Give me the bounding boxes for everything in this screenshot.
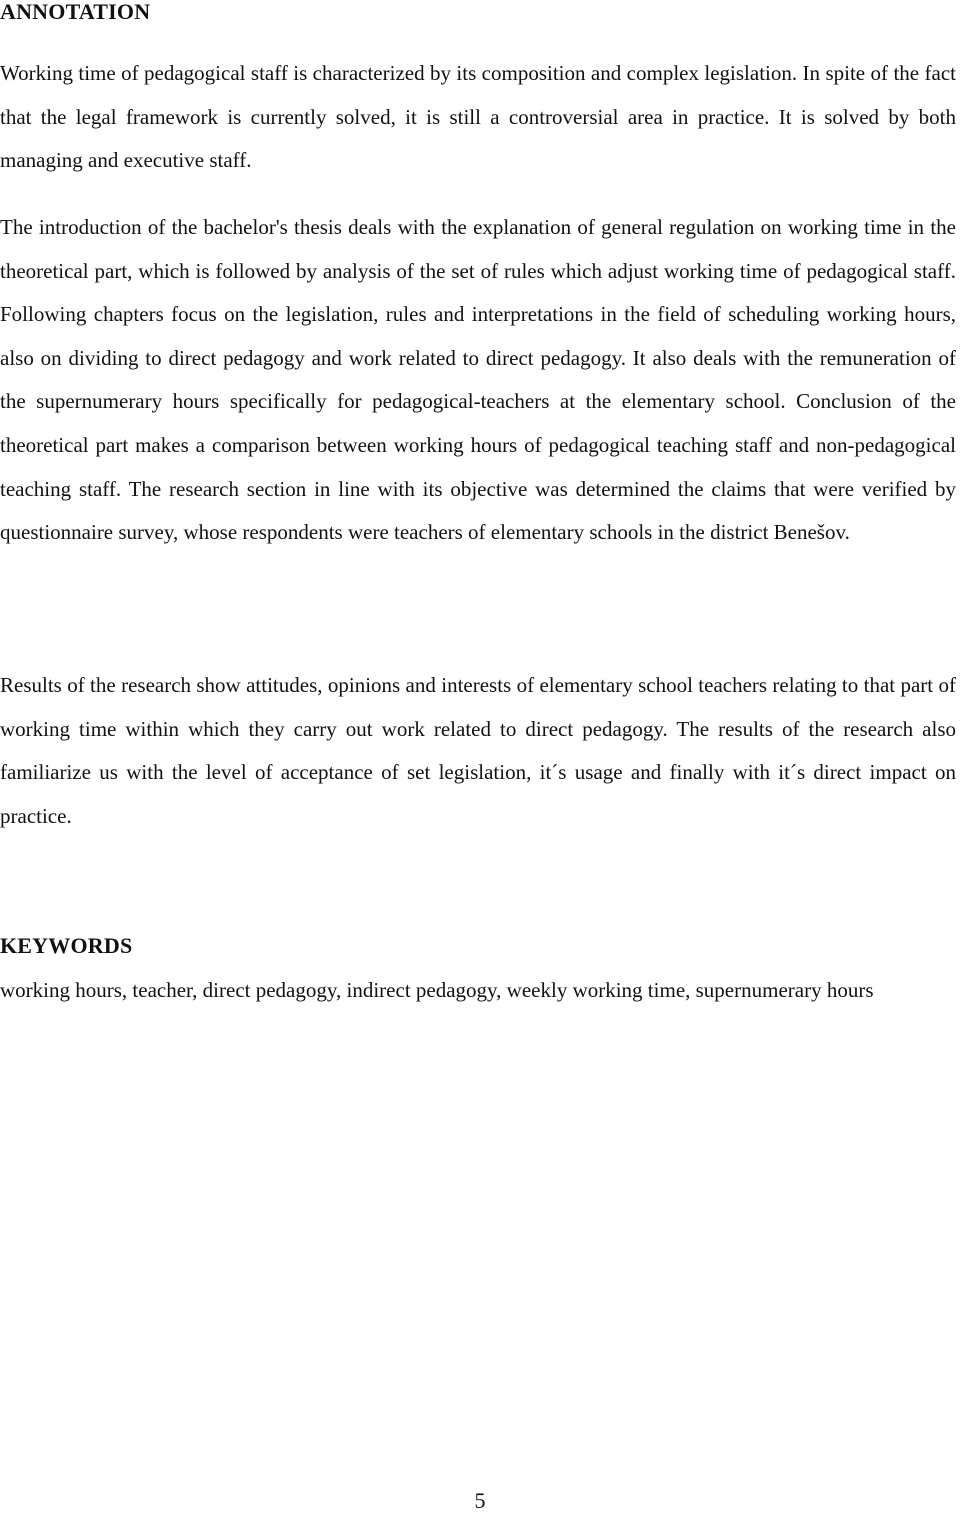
keywords-list: working hours, teacher, direct pedagogy, indirect pedagogy, weekly working time, supernumerary hours <box>0 978 874 1002</box>
annotation-paragraph-2: The introduction of the bachelor's thesis deals with the explanation of general regulation on working time in the theoretical part, which is followed by analysis of the set of rules which adjust working time of pedagogical staff. Following chapters focus on the legislation, rules and interpretations in the field of scheduling working hours, also on dividing to direct pedagogy and work related to direct pedagogy. It also deals with the remuneration of the supernumerary hours specifically for pedagogical-teachers at the elementary school. Conclusion of the theoretical part makes a comparison between working hours of pedagogical teaching staff and non-pedagogical teaching staff. The research section in line with its objective was determined the claims that were verified by questionnaire survey, whose respondents were teachers of elementary schools in the district Benešov. <box>0 215 956 545</box>
annotation-paragraph-3: Results of the research show attitudes, opinions and interests of elementary school teachers relating to that part of working time within which they carry out work related to direct pedagogy. The results of the research also familiarize us with the level of acceptance of set legislation, it´s usage and finally with it´s direct impact on practice. <box>0 673 956 828</box>
page-number: 5 <box>474 1488 486 1513</box>
keywords-heading: KEYWORDS <box>0 933 133 958</box>
annotation-paragraph-1: Working time of pedagogical staff is characterized by its composition and complex legislation. In spite of the fact that the legal framework is currently solved, it is still a controversial area in practice. It is solved by both managing and executive staff. <box>0 61 956 173</box>
annotation-heading: ANNOTATION <box>0 0 151 24</box>
